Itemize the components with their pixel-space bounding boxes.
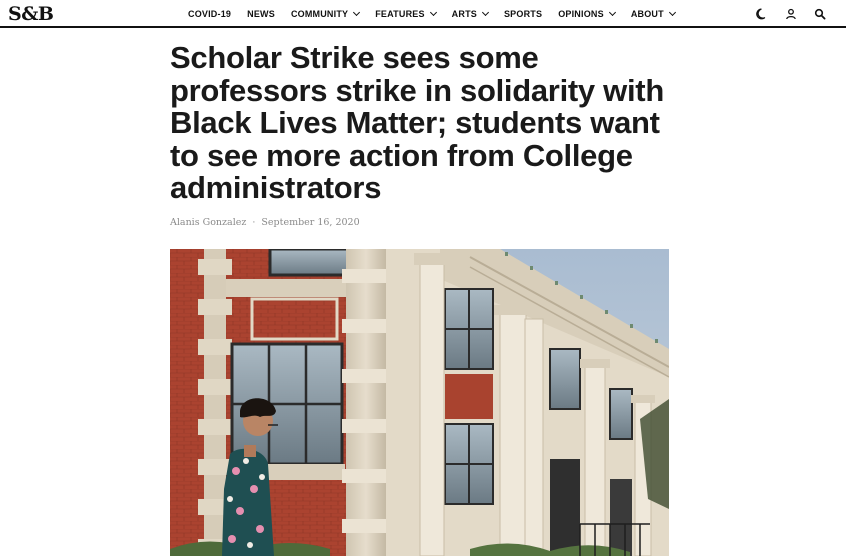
chevron-down-icon [353, 9, 360, 16]
nav-item-about[interactable] [623, 0, 683, 28]
site-logo[interactable]: S&B [8, 3, 54, 25]
nav-item-label: FEATURES [375, 9, 425, 19]
chevron-down-icon [609, 9, 616, 16]
chevron-down-icon [669, 9, 676, 16]
user-account-icon[interactable] [783, 6, 799, 22]
nav-item-news[interactable] [239, 0, 283, 28]
article-title: Scholar Strike sees some professors strike in solidarity with Black Lives Matter; students want to see more action from College administrators [170, 40, 664, 205]
author-link[interactable]: Alanis Gonzalez [170, 217, 247, 228]
main-nav [180, 0, 683, 28]
nav-item-covid-19[interactable] [180, 0, 239, 28]
site-header [0, 0, 846, 28]
nav-item-label: COMMUNITY [290, 9, 349, 19]
nav-item-features[interactable] [367, 0, 443, 28]
hero-photo-illustration [170, 249, 669, 556]
hero-image [170, 249, 669, 556]
nav-item-arts[interactable] [444, 0, 496, 28]
nav-item-label: OPINIONS [558, 9, 604, 19]
nav-item-label: SPORTS [503, 9, 543, 19]
header-tools [754, 0, 828, 28]
nav-item-community[interactable] [283, 0, 367, 28]
chevron-down-icon [482, 9, 489, 16]
chevron-down-icon [430, 9, 437, 16]
dark-mode-moon-icon[interactable] [754, 6, 770, 22]
nav-item-label: ABOUT [630, 9, 664, 19]
nav-item-opinions[interactable] [550, 0, 623, 28]
byline-separator: · [252, 217, 256, 228]
nav-item-sports[interactable] [496, 0, 550, 28]
nav-item-label: NEWS [247, 9, 275, 19]
search-icon[interactable] [812, 6, 828, 22]
publish-date: September 16, 2020 [261, 217, 360, 228]
nav-item-label: COVID-19 [188, 9, 232, 19]
nav-item-label: ARTS [451, 9, 477, 19]
article-byline [170, 217, 360, 228]
